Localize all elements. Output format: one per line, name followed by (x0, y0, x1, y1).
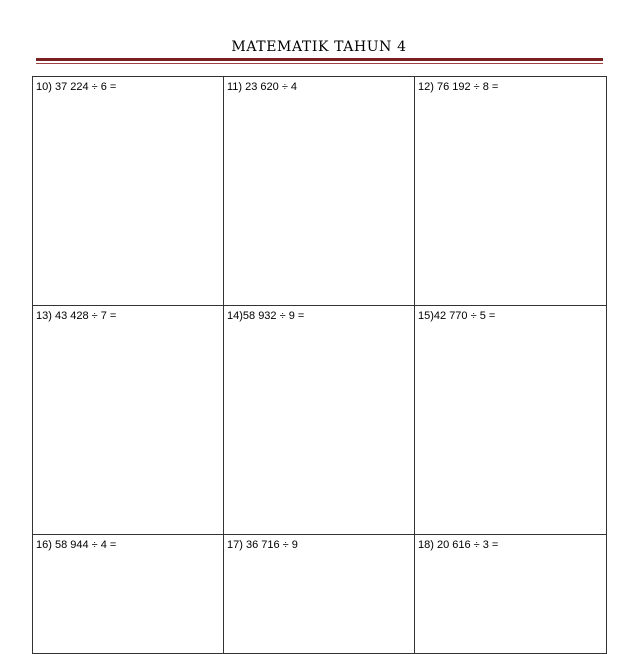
question-label: 13) 43 428 ÷ 7 = (36, 310, 117, 322)
grid-row (33, 306, 607, 535)
question-label: 17) 36 716 ÷ 9 (227, 539, 298, 551)
question-label: 14)58 932 ÷ 9 = (227, 310, 305, 322)
question-cell (33, 306, 224, 535)
question-cell (33, 77, 224, 306)
title-rule-thin (36, 63, 603, 64)
grid-row (33, 77, 607, 306)
question-cell (224, 77, 415, 306)
question-label: 11) 23 620 ÷ 4 (227, 81, 298, 93)
question-cell (224, 535, 415, 654)
worksheet-grid (32, 76, 607, 654)
question-label: 18) 20 616 ÷ 3 = (418, 539, 499, 551)
page-title: MATEMATIK TAHUN 4 (231, 39, 407, 55)
title-rule-thick (36, 58, 603, 61)
question-label: 12) 76 192 ÷ 8 = (418, 81, 499, 93)
question-label: 16) 58 944 ÷ 4 = (36, 539, 117, 551)
question-cell (415, 535, 607, 654)
question-cell (415, 306, 607, 535)
grid-row (33, 535, 607, 654)
question-label: 15)42 770 ÷ 5 = (418, 310, 496, 322)
question-cell (224, 306, 415, 535)
question-cell (415, 77, 607, 306)
question-cell (33, 535, 224, 654)
question-label: 10) 37 224 ÷ 6 = (36, 81, 117, 93)
